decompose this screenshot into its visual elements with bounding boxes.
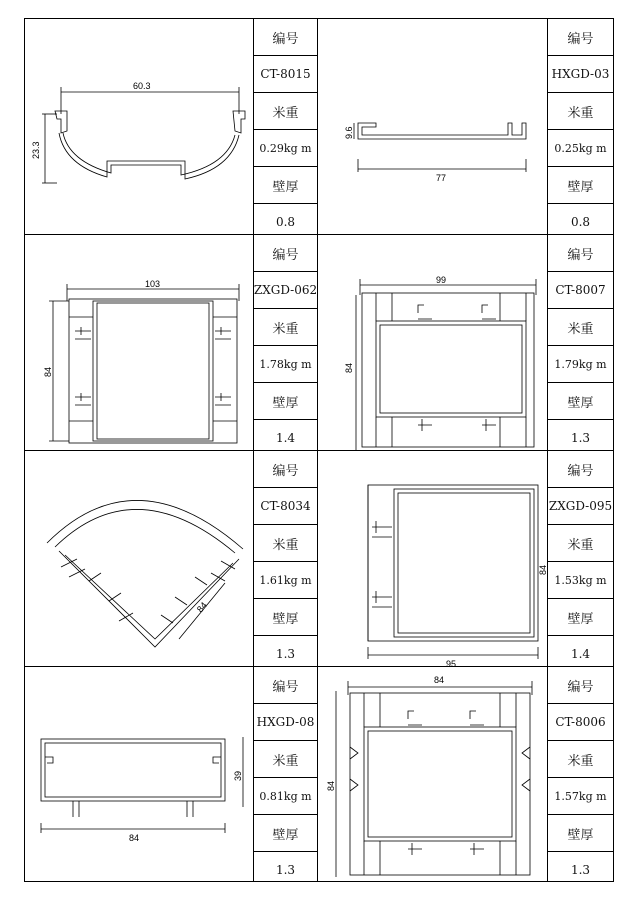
profile-info-ct-8034 — [254, 451, 318, 667]
profile-info-hxgd-08 — [254, 667, 318, 881]
dim-height: 84 — [43, 366, 53, 377]
weight-label: 米重 — [254, 741, 317, 778]
profile-drawing-zxgd-095 — [318, 451, 548, 667]
code-label: 编号 — [548, 667, 613, 704]
thickness-label: 壁厚 — [548, 383, 613, 420]
zxgd-095-section-svg — [318, 451, 548, 667]
weight-label: 米重 — [548, 93, 613, 130]
thickness-label: 壁厚 — [254, 599, 317, 636]
weight-value: 0.29kg m — [254, 130, 317, 167]
dim-height: 39 — [233, 770, 243, 781]
code-value: CT-8006 — [548, 704, 613, 741]
weight-label: 米重 — [254, 309, 317, 346]
thickness-label: 壁厚 — [548, 599, 613, 636]
code-value: ZXGD-095 — [548, 488, 613, 525]
code-label: 编号 — [548, 19, 613, 56]
weight-label: 米重 — [254, 525, 317, 562]
thickness-value: 1.4 — [570, 647, 591, 661]
ct-8006-section-svg — [318, 667, 548, 881]
code-value: HXGD-08 — [254, 704, 317, 741]
weight-value: 1.53kg m — [548, 562, 613, 599]
code-label: 编号 — [254, 667, 317, 704]
thickness-label: 壁厚 — [254, 815, 317, 852]
hxgd-08-section-svg — [25, 667, 254, 881]
profile-info-ct-8006 — [548, 667, 613, 881]
dim-width: 84 — [129, 833, 140, 843]
thickness-value: 1.4 — [275, 431, 296, 445]
code-label: 编号 — [254, 235, 317, 272]
dim-height: 84 — [344, 362, 354, 373]
code-label: 编号 — [548, 235, 613, 272]
dim-width: 60.3 — [133, 81, 151, 91]
profile-info-zxgd-062 — [254, 235, 318, 451]
dim-width: 103 — [145, 279, 161, 289]
dim-height: 23.3 — [31, 141, 41, 159]
profile-drawing-ct-8015 — [25, 19, 254, 235]
dim-height: 9.6 — [344, 126, 354, 139]
profile-drawing-ct-8007 — [318, 235, 548, 451]
weight-label: 米重 — [548, 525, 613, 562]
thickness-value: 1.3 — [570, 431, 591, 445]
ct-8007-section-svg — [318, 235, 548, 451]
thickness-value: 1.3 — [275, 863, 296, 877]
profile-catalog-sheet — [24, 18, 614, 882]
thickness-value: 1.3 — [275, 647, 296, 661]
dim-width: 99 — [436, 275, 447, 285]
weight-value: 0.81kg m — [254, 778, 317, 815]
ct-8015-section-svg — [25, 19, 254, 235]
weight-label: 米重 — [254, 93, 317, 130]
thickness-value: 0.8 — [570, 215, 591, 229]
profile-drawing-zxgd-062 — [25, 235, 254, 451]
profile-info-hxgd-03 — [548, 19, 613, 235]
hxgd-03-section-svg — [318, 19, 548, 235]
code-value: CT-8034 — [254, 488, 317, 525]
dim-width: 95 — [446, 659, 457, 667]
weight-value: 1.57kg m — [548, 778, 613, 815]
thickness-label: 壁厚 — [548, 815, 613, 852]
profile-info-zxgd-095 — [548, 451, 613, 667]
weight-value: 1.79kg m — [548, 346, 613, 383]
dim-height: 84 — [538, 564, 548, 575]
dim-width: 77 — [436, 173, 447, 183]
code-value: HXGD-03 — [548, 56, 613, 93]
thickness-label: 壁厚 — [254, 383, 317, 420]
code-value: ZXGD-062 — [254, 272, 317, 309]
code-value: CT-8015 — [254, 56, 317, 93]
code-label: 编号 — [548, 451, 613, 488]
dim-size: 84 — [194, 600, 209, 615]
profile-drawing-hxgd-08 — [25, 667, 254, 881]
profile-info-ct-8015 — [254, 19, 318, 235]
profile-drawing-hxgd-03 — [318, 19, 548, 235]
thickness-label: 壁厚 — [548, 167, 613, 204]
dim-width: 84 — [434, 675, 445, 685]
zxgd-062-section-svg — [25, 235, 254, 451]
code-label: 编号 — [254, 451, 317, 488]
profile-drawing-ct-8006 — [318, 667, 548, 881]
thickness-label: 壁厚 — [254, 167, 317, 204]
code-value: CT-8007 — [548, 272, 613, 309]
weight-label: 米重 — [548, 741, 613, 778]
thickness-value: 0.8 — [275, 215, 296, 229]
dim-height: 84 — [326, 780, 336, 791]
weight-value: 1.78kg m — [254, 346, 317, 383]
code-label: 编号 — [254, 19, 317, 56]
ct-8034-section-svg — [25, 451, 254, 667]
weight-value: 1.61kg m — [254, 562, 317, 599]
weight-label: 米重 — [548, 309, 613, 346]
profile-info-ct-8007 — [548, 235, 613, 451]
profile-drawing-ct-8034 — [25, 451, 254, 667]
thickness-value: 1.3 — [570, 863, 591, 877]
weight-value: 0.25kg m — [548, 130, 613, 167]
